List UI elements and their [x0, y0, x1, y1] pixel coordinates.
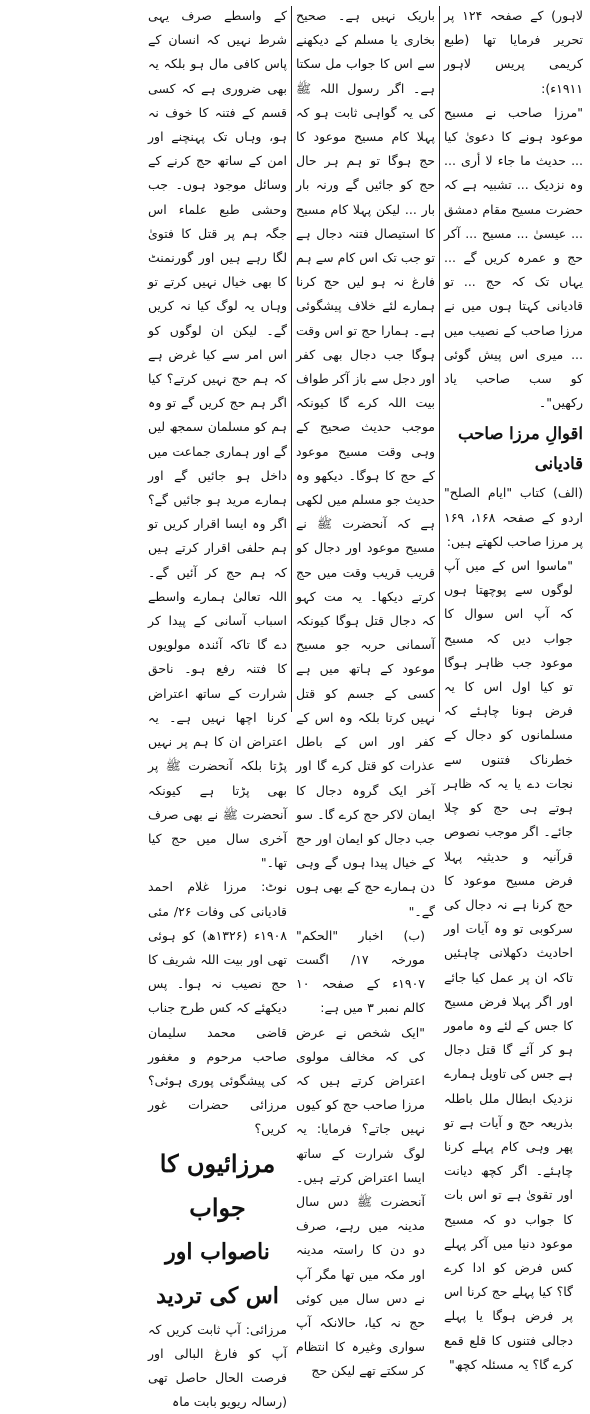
mirzai-objection: مرزائی: آپ ثابت کریں کہ آپ کو فارغ البالی اور فرصت الحال حاصل تھی (رسالہ ریویو بابت ماہ — [148, 1321, 287, 1410]
column-left — [144, 4, 291, 1410]
reference-alif: (الف) کتاب "ایام الصلح" اردو کے صفحہ ۱۶۸، ۱۶۹ پر مرزا صاحب لکھتے ہیں: — [444, 485, 583, 549]
column-right — [440, 4, 587, 1372]
column-right-opening: لاہور) کے صفحہ ۱۲۴ پر تحریر فرمایا تھا (طبع کریمی پریس لاہور ۱۹۱۱ء): — [444, 8, 583, 96]
quote-al-hakam-continuation: کے واسطے صرف یہی شرط نہیں کہ انسان کے پاس کافی مال ہو بلکہ یہ بھی ضروری ہے کہ کسی قسم کے فتنہ کا خوف نہ ہو، وہاں تک پہنچنے اور امن کے ساتھ حج کرنے کے وسائل موجود ہوں۔ جب وحشی طبع علماء اس جگہ ہم پر قتل کا فتویٰ لگا رہے ہیں اور گورنمنٹ کا بھی خیال نہیں کرتے تو وہاں یہ لوگ کیا نہ کریں گے۔ لیکن ان لوگوں کو اس امر سے کیا غرض ہے کہ ہم حج نہیں کرتے؟ کیا اگر ہم حج کریں گے تو وہ ہم کو مسلمان سمجھ لیں گے اور ہماری جماعت میں داخل ہو جائیں گے اور ہمارے مرید ہو جائیں گے؟ اگر وہ ایسا اقرار کریں تو ہم حلفی اقرار کرتے ہیں کہ ہم حج کر آئیں گے۔ اللہ تعالیٰ ہمارے واسطے اسباب آسانی کے پیدا کر دے گا تاکہ آئندہ مولویوں کا فتنہ رفع ہو۔ ناحق شرارت کے ساتھ اعتراض کرنا اچھا نہیں ہے۔ یہ اعتراض ان کا ہم پر نہیں پڑتا بلکہ آنحضرت ﷺ پر بھی پڑتا ہے کیونکہ آنحضرت ﷺ نے بھی صرف آخری سال میں حج کیا تھا۔" — [148, 8, 287, 871]
column-middle — [292, 4, 439, 1379]
section-subtitle: ناصواب اور اس کی تردید — [156, 1238, 279, 1309]
reference-bay: (ب) اخبار "الحکم" مورخہ ۱۷/ اگست ۱۹۰۷ء کے صفحہ ۱۰ کالم نمبر ۳ میں ہے: — [296, 927, 425, 1016]
quote-ayyam-al-sulh: "ماسوا اس کے میں آپ لوگوں سے پوچھتا ہوں کہ آپ اس سوال کا جواب دیں کہ مسیح موعود جب ظاہر ہوگا تو کیا اول اس کا یہ فرض ہونا چاہئے کہ مسلمانوں کو دجال کے خطرناک فتنوں سے نجات دے یا یہ کہ ظاہر ہوتے ہی حج کو چلا جائے۔ اگر موجب نصوص قرآنیہ و حدیثیہ پہلا فرض مسیح موعود کا حج کرنا ہے نہ دجال کی سرکوبی تو وہ آیات اور احادیث دکھلانی چاہئیں تاکہ ان پر عمل کیا جائے اور اگر پہلا فرض مسیح کا جس کے لئے وہ مامور ہو کر آئے گا قتل دجال ہے جس کی تاویل ہمارے نزدیک ابطال ملل باطلہ بذریعہ حج و آیات ہے تو پھر وہی کام پہلے کرنا چاہئے۔ اگر کچھ دیانت اور تقویٰ ہے تو اس بات کا جواب دو کہ مسیح موعود دنیا میں آکر پہلے کس فرض کو ادا کرے گا؟ کیا پہلے حج کرنا اس پر فرض ہوگا یا پہلے دجالی فتنوں کا قلع قمع کرے گا؟ یہ مسئلہ کچھ" — [444, 558, 573, 1372]
section-title: مرزائیوں کا جواب — [159, 1148, 276, 1222]
column-divider — [439, 6, 440, 712]
note-paragraph: نوٹ: مرزا غلام احمد قادیانی کی وفات ۲۶/ مئی ۱۹۰۸ء (۱۳۲۶ھ) کو ہوئی تھی اور بیت اللہ شریف کا حج نصیب نہ ہوا۔ پس دیکھئے کہ کس طرح جناب قاضی محمد سلیمان صاحب مرحوم و مغفور کی پیشگوئی پوری ہوئی؟ مرزائی حضرات غور کریں؟ — [148, 879, 287, 1137]
quote-continuation: باریک نہیں ہے۔ صحیح بخاری یا مسلم کے دیکھنے سے اس کا جواب مل سکتا ہے۔ اگر رسول اللہ ﷺ کی یہ گواہی ثابت ہو کہ پہلا کام مسیح موعود کا حج ہوگا تو ہم ہر حال حج کو جائیں گے ورنہ بار بار ... لیکن پہلا کام مسیح کا استیصال فتنہ دجال ہے تو جب تک اس کام سے ہم فارغ نہ ہو لیں حج کرنا ہمارے لئے خلاف پیشگوئی ہے۔ ہمارا حج تو اس وقت ہوگا جب دجال بھی کفر اور دجل سے باز آکر طواف بیت اللہ کرے گا کیونکہ موجب حدیث صحیح کے وہی وقت مسیح موعود کے حج کا ہوگا۔ دیکھو وہ حدیث جو مسلم میں لکھی ہے کہ آنحضرت ﷺ نے مسیح موعود اور دجال کو قریب قریب وقت میں حج کرتے دیکھا۔ یہ مت کہو کہ دجال قتل ہوگا کیونکہ آسمانی حربہ جو مسیح موعود کے ہاتھ میں ہے کسی کے جسم کو قتل نہیں کرتا بلکہ وہ اس کے کفر اور اس کے باطل عذرات کو قتل کرے گا اور آخر ایک گروہ دجال کا ایمان لاکر حج کرے گا۔ سو جب دجال کو ایمان اور حج کے خیال پیدا ہوں گے وہی دن ہمارے حج کے بھی ہوں گے۔" — [296, 8, 435, 919]
column-divider — [291, 6, 292, 712]
column-right-quote: "مرزا صاحب نے مسیح موعود ہونے کا دعویٰ کیا ... حدیث ما جاء لا أرى ... وہ نزدیک ... تشبیہ ہے کہ حضرت مسیح مقام دمشق ... عیسیٰ ... مسیح ... آکر حج و عمرہ کریں گے ... یہاں تک کہ حج ... تو قادیانی کہتا ہوں میں نے مرزا صاحب کے نصیب میں ... میری اس پیش گوئی کو سب صاحب یاد رکھیں"۔ — [444, 104, 583, 411]
quote-al-hakam: "ایک شخص نے عرض کی کہ مخالف مولوی اعتراض کرتے ہیں کہ مرزا صاحب حج کو کیوں نہیں جاتے؟ فرمایا: یہ لوگ شرارت کے ساتھ ایسا اعتراض کرتے ہیں۔ آنحضرت ﷺ دس سال مدینہ میں رہے، صرف دو دن کا راستہ مدینہ اور مکہ میں تھا مگر آپ نے دس سال میں کوئی حج نہ کیا، حالانکہ آپ سواری وغیرہ کا انتظام کر سکتے تھے لیکن حج — [296, 1024, 425, 1379]
section-heading: اقوالِ مرزا صاحب قادیانی — [458, 424, 583, 474]
